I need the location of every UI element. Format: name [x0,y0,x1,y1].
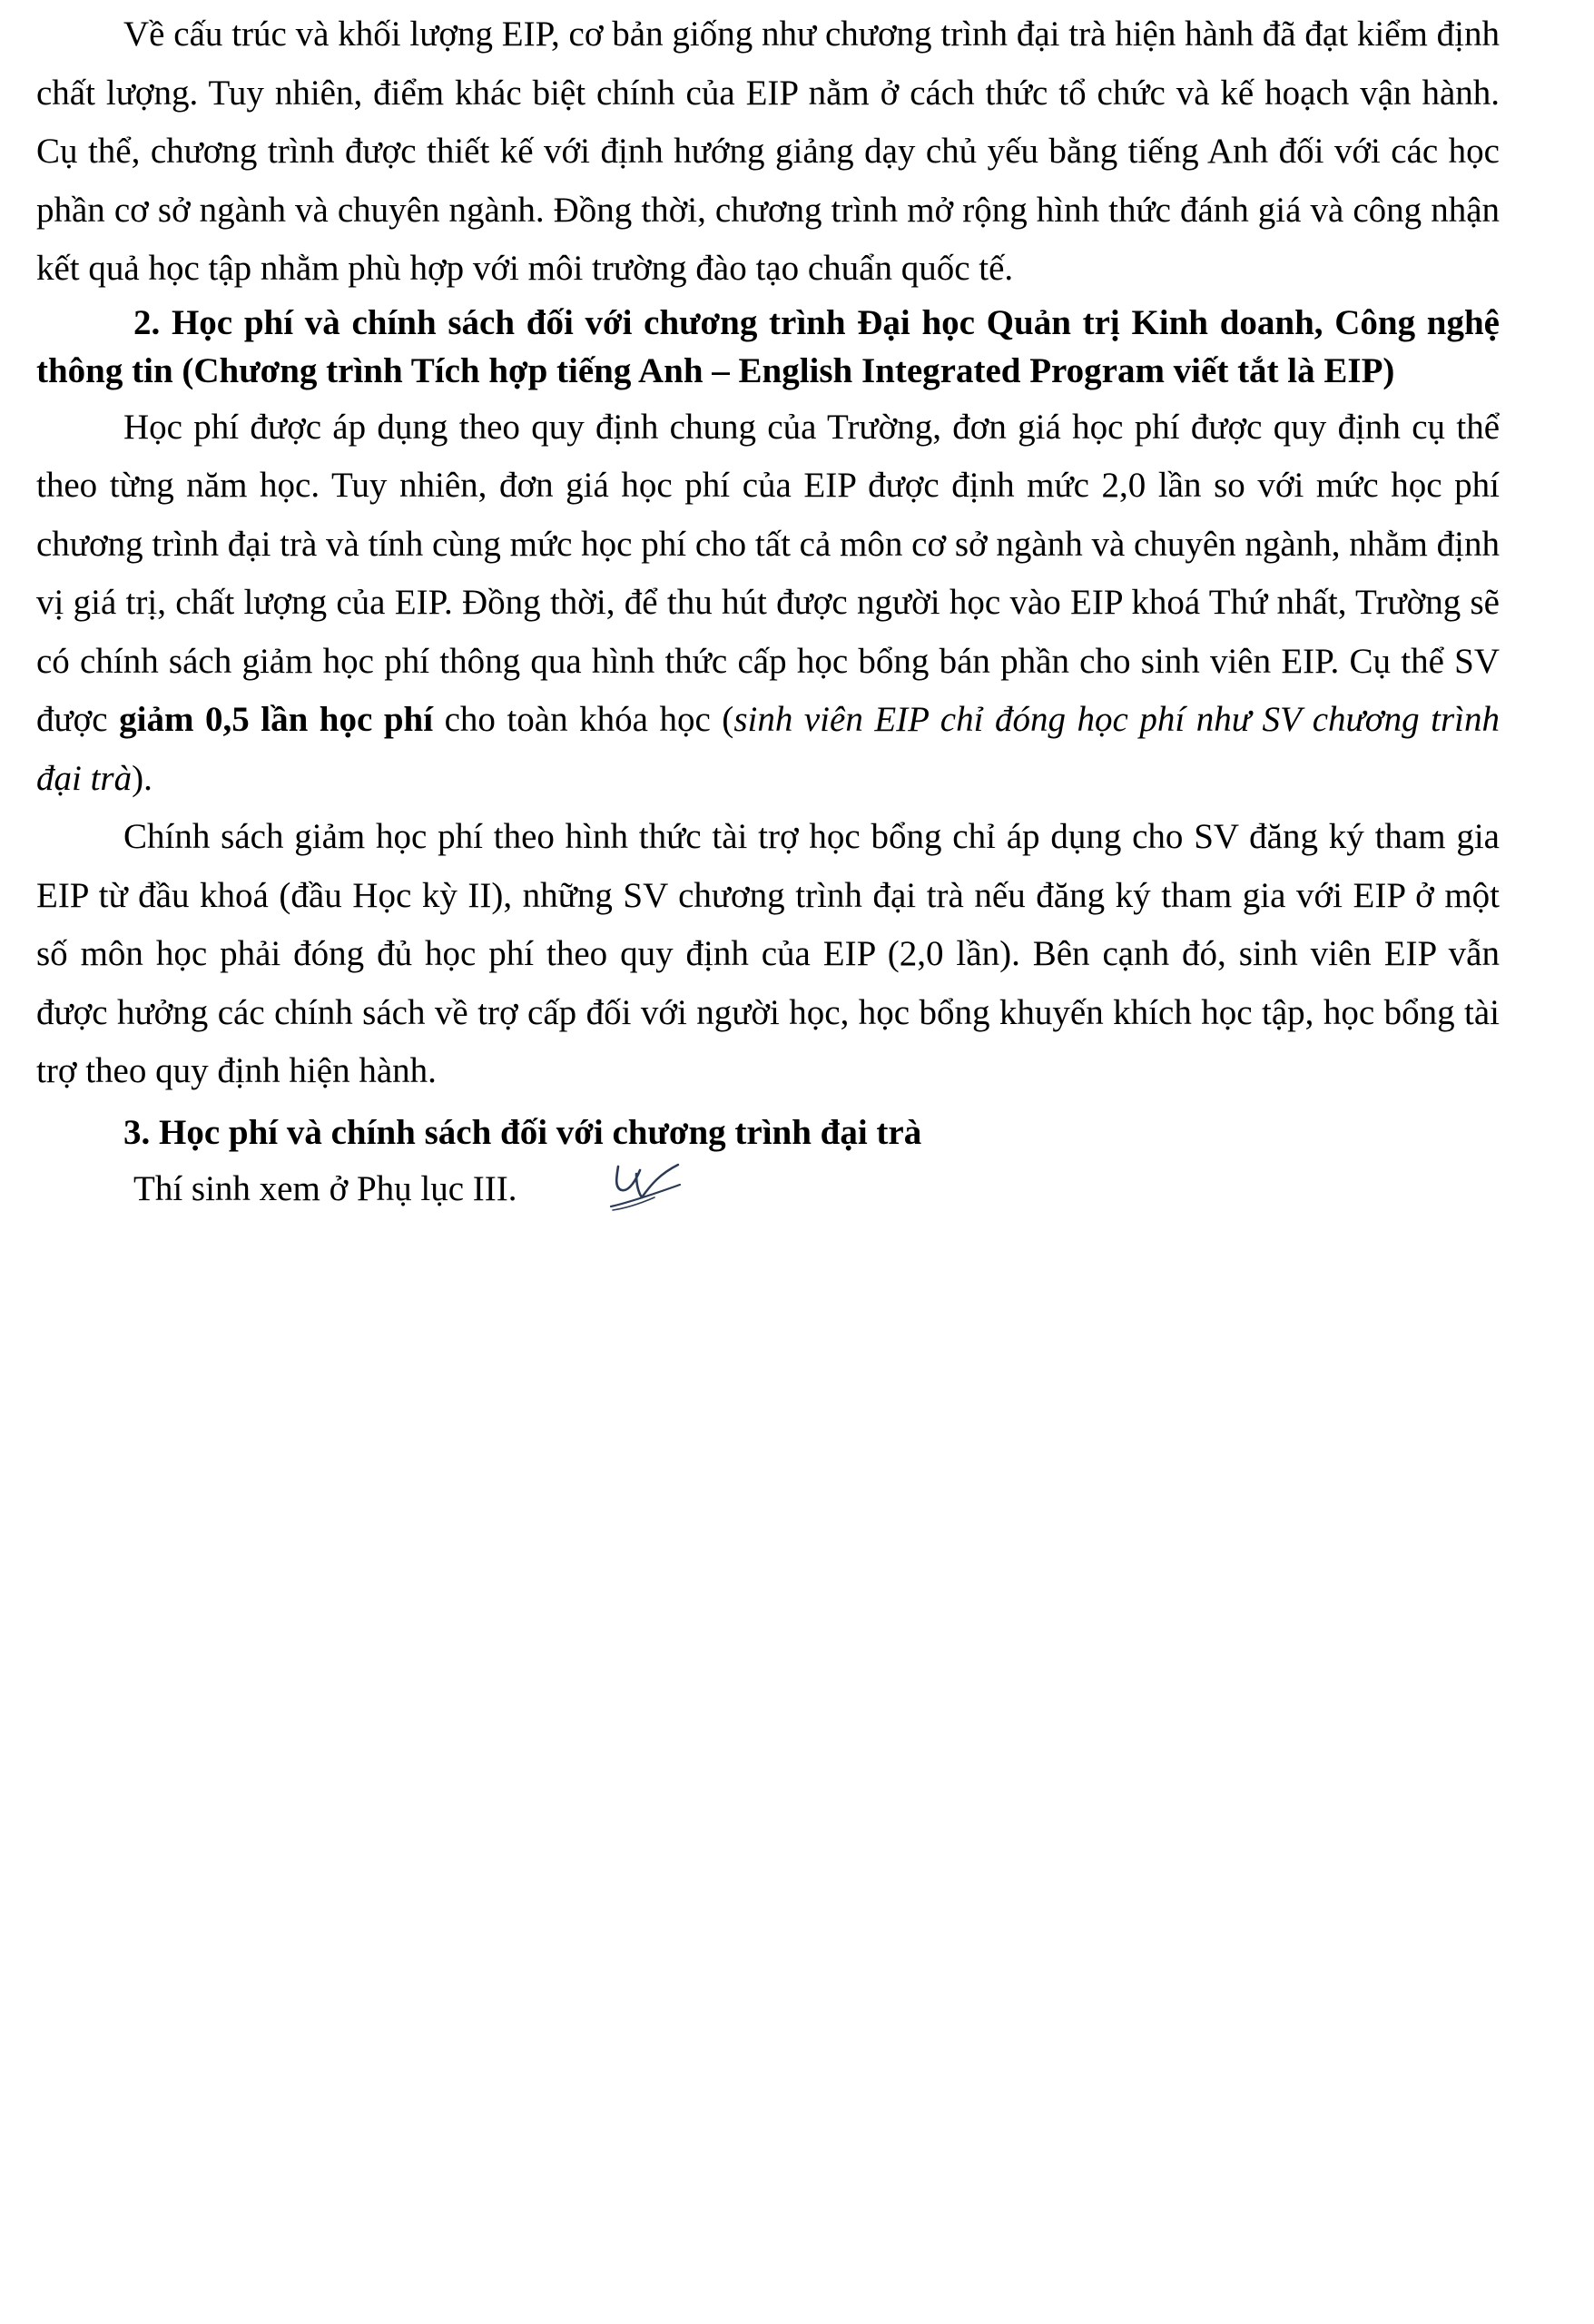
handwritten-signature [512,1161,588,1216]
paragraph-appendix-reference [36,1161,1500,1219]
tuition-closing: ). [132,758,153,798]
tuition-note-italic: sinh viên EIP chỉ đóng học phí như SV chương trình đại trà [36,700,1500,798]
signature-mark [609,1161,685,1216]
tuition-discount-emphasis: giảm 0,5 lần học phí [119,700,434,739]
section-heading-2: 2. Học phí và chính sách đối với chương trình Đại học Quản trị Kinh doanh, Công nghệ thông tin (Chương trình Tích hợp tiếng Anh – English Integrated Program viết tắt là EIP) [36,302,1500,390]
section-heading-3: 3. Học phí và chính sách đối với chương trình đại trà [123,1112,922,1152]
paragraph-eip-tuition [36,399,1500,809]
page-content [36,5,1500,1219]
tuition-text-continued: cho toàn khóa học ( [433,700,734,739]
tuition-text: Học phí được áp dụng theo quy định chung của Trường, đơn giá học phí được quy định cụ thể theo từng năm học. Tuy nhiên, đơn giá học phí của EIP được định mức 2,0 lần so với mức học phí chương trình đại trà và tính cùng mức học phí cho tất cả môn cơ sở ngành và chuyên ngành, nhằm định vị giá trị, chất lượng của EIP. Đồng thời, để thu hút được người học vào EIP khoá Thứ nhất, Trường sẽ có chính sách giảm học phí thông qua hình thức cấp học bổng bán phần cho sinh viên EIP. Cụ thể SV được [36,407,1500,739]
paragraph-eip-structure: Về cấu trúc và khối lượng EIP, cơ bản giống như chương trình đại trà hiện hành đã đạt kiểm định chất lượng. Tuy nhiên, điểm khác biệt chính của EIP nằm ở cách thức tổ chức và kế hoạch vận hành. Cụ thể, chương trình được thiết kế với định hướng giảng dạy chủ yếu bằng tiếng Anh đối với các học phần cơ sở ngành và chuyên ngành. Đồng thời, chương trình mở rộng hình thức đánh giá và công nhận kết quả học tập nhằm phù hợp với môi trường đào tạo chuẩn quốc tế. [36,15,1500,288]
appendix-text: Thí sinh xem ở Phụ lục III. [133,1168,517,1208]
paragraph-discount-policy: Chính sách giảm học phí theo hình thức tài trợ học bổng chỉ áp dụng cho SV đăng ký tham gia EIP từ đầu khoá (đầu Học kỳ II), những SV chương trình đại trà nếu đăng ký tham gia với EIP ở một số môn học phải đóng đủ học phí theo quy định của EIP (2,0 lần). Bên cạnh đó, sinh viên EIP vẫn được hưởng các chính sách về trợ cấp đối với người học, học bổng khuyến khích học tập, học bổng tài trợ theo quy định hiện hành. [36,817,1500,1090]
